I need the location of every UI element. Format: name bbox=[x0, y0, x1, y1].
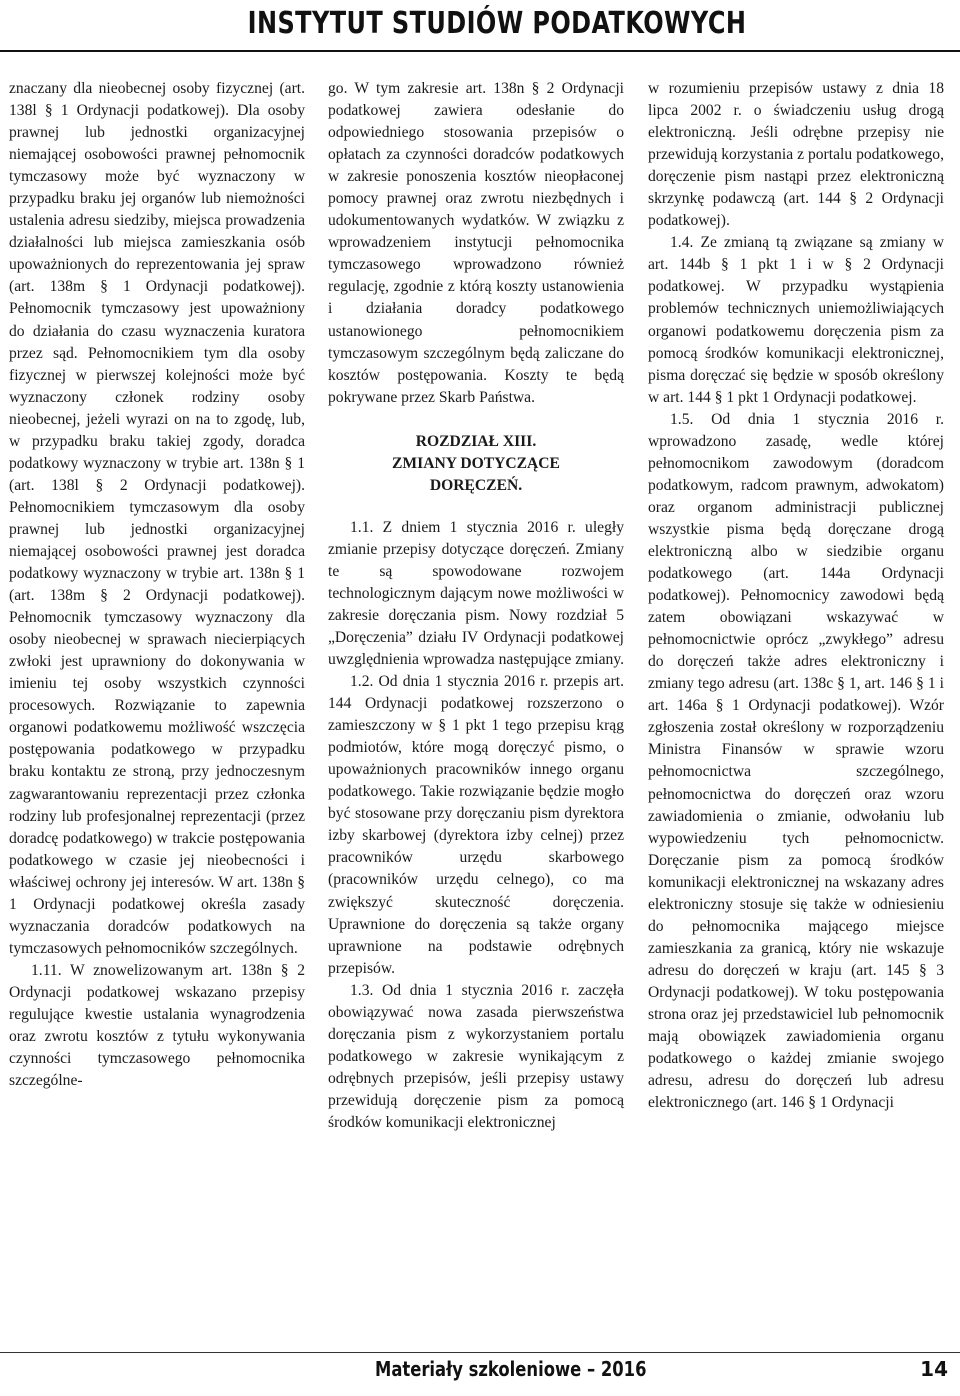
text-column-2 bbox=[328, 78, 624, 1134]
paragraph: 1.5. Od dnia 1 stycznia 2016 r. wprowadzono zasadę, wedle której pełnomocnikom zawodowym (doradcom podatkowym, radcom prawnym, adwokatom) oraz organom administracji publicznej wszystkie pisma będą doręczane drogą elektroniczną albo w siedzibie organu podatkowego (art. 144a Ordynacji podatkowej). Pełnomocnicy zawodowi będą zatem obowiązani wskazywać w pełnomocnictwie oprócz „zwykłego” adresu do doręczeń także adres elektroniczny i zmiany tego adresu (art. 138c § 1, art. 146 § 1 i art. 146a § 1 Ordynacji podatkowej). Wzór zgłoszenia został określony w rozporządzeniu Ministra Finansów w sprawie wzoru pełnomocnictwa szczególnego, pełnomocnictwa do doręczeń oraz wzoru zawiadomienia o zmianie, odwołaniu lub wypowiedzeniu tych pełnomocnictw. Doręczanie pism za pomocą środków komunikacji elektronicznej na wskazany adres elektroniczny stosuje się także w odniesieniu do pełnomocnika mającego miejsce zamieszkania za granicą, który nie wskazuje adresu do doręczeń w kraju (art. 145 § 3 Ordynacji podatkowej). W toku postępowania strona oraz jej przedstawiciel lub pełnomocnik mają obowiązek zawiadomienia organu podatkowego o każdej zmianie swojego adresu, adresu do doręczeń lub adresu elektronicznego (art. 146 § 1 Ordynacji bbox=[648, 410, 944, 1112]
page-number: 14 bbox=[920, 1357, 948, 1381]
footer-divider bbox=[0, 1352, 960, 1353]
paragraph: 1.2. Od dnia 1 stycznia 2016 r. przepis art. 144 Ordynacji podatkowej rozszerzono o zamieszczony w § 1 pkt 1 tego przepisu krąg podmiotów, które mogą doręczyć pismo, o upoważnionych pracowników innego organu podatkowego. Takie rozwiązanie będzie mogło być stosowane przy doręczaniu pism dyrektora izby skarbowej (dyrektora izby celnej) przez pracowników urzędu skarbowego (pracowników urzędu celnego), co ma zwiększyć skuteczność doręczenia. Uprawnione do doręczenia są także organy uprawnione na podstawie odrębnych przepisów. bbox=[328, 673, 624, 977]
chapter-heading-line: DORĘCZEŃ. bbox=[429, 476, 523, 494]
chapter-heading-line: ROZDZIAŁ XIII. bbox=[415, 432, 537, 450]
text-column-1 bbox=[9, 78, 305, 1092]
header-divider bbox=[0, 50, 960, 52]
chapter-heading-line: ZMIANY DOTYCZĄCE bbox=[392, 454, 560, 472]
paragraph: go. W tym zakresie art. 138n § 2 Ordynacji podatkowej zawiera odesłanie do odpowiedniego stosowania przepisów o opłatach za czynności doradców podatkowych w zakresie ponoszenia kosztów nieopłaconej pomocy prawnej oraz zwrotu niezbędnych i udokumentowanych wydatków. W związku z wprowadzeniem instytucji pełnomocnika tymczasowego wprowadzono również regulację, zgodnie z którą koszty ustanowienia i działania doradcy podatkowego ustanowionego pełnomocnikiem tymczasowym szczególnym będą zaliczane do kosztów postępowania. Koszty te będą pokrywane przez Skarb Państwa. bbox=[328, 80, 624, 406]
page-header-title: INSTYTUT STUDIÓW PODATKOWYCH bbox=[247, 6, 746, 41]
paragraph: w rozumieniu przepisów ustawy z dnia 18 lipca 2002 r. o świadczeniu usług drogą elektroniczną. Jeśli odrębne przepisy nie przewidują korzystania z portalu podatkowego, doręczenie pism nastąpi przez elektroniczną skrzynkę podawczą (art. 144 § 2 Ordynacji podatkowej). bbox=[648, 80, 944, 230]
paragraph: 1.1. Z dniem 1 stycznia 2016 r. uległy zmianie przepisy dotyczące doręczeń. Zmiany te są spowodowane rozwojem technologicznym dającym nowe możliwości w zakresie doręczania pism. Nowy rozdział 5 „Doręczenia” działu IV Ordynacji podatkowej uwzględnienia wprowadza następujące zmiany. bbox=[328, 518, 625, 668]
chapter-heading bbox=[328, 431, 624, 497]
paragraph: 1.3. Od dnia 1 stycznia 2016 r. zaczęła obowiązywać nowa zasada pierwszeństwa doręczania pism z wykorzystaniem portalu podatkowego w zakresie wynikającym z odrębnych przepisów, jeśli przepisy ustawy przewidują doręczenie pism za pomocą środków komunikacji elektronicznej bbox=[328, 981, 624, 1131]
paragraph: znaczany dla nieobecnej osoby fizycznej (art. 138l § 1 Ordynacji podatkowej). Dla osoby prawnej lub jednostki organizacyjnej niemającej osobowości prawnej pełnomocnik tymczasowy może być wyznaczony w przypadku braku jej organów lub niemożności ustalenia adresu siedziby, miejsca prowadzenia działalności lub miejsca zamieszkania osób upoważnionych do reprezentowania jej spraw (art. 138m § 1 Ordynacji podatkowej). Pełnomocnik tymczasowy jest upoważniony do działania do czasu wyznaczenia kuratora przez sąd. Pełnomocnikiem tym dla osoby fizycznej w pierwszej kolejności może być wyznaczony członek rodziny osoby nieobecnej, jeżeli wyrazi on na to zgodę, lub, w przypadku braku takiej zgody, doradca podatkowy wyznaczony w trybie art. 138n § 1 (art. 138l § 2 Ordynacji podatkowej). Pełnomocnikiem tymczasowym dla osoby prawnej lub jednostki organizacyjnej niemającej osobowości prawnej jest doradca podatkowy wyznaczony w trybie art. 138n § 1 (art. 138m § 2 Ordynacji podatkowej). Pełnomocnik tymczasowy wyznaczony dla osoby nieobecnej w sprawach niecierpiących zwłoki jest uprawniony do dokonywania w imieniu tej osoby wszystkich czynności procesowych. Rozwiązanie to zapewnia organowi podatkowemu możliwość wszczęcia postępowania podatkowego w przypadku braku kontaktu ze stroną, przy jednoczesnym zagwarantowaniu reprezentacji przez członka rodziny lub profesjonalnej reprezentacji (przez doradcę podatkowego) w trakcie postępowania podatkowego w czasie jej nieobecności i właściwej ochrony jej interesów. W art. 138n § 1 Ordynacji podatkowej określa zasady wyznaczania doradców podatkowych na tymczasowych pełnomocników szczególnych. bbox=[9, 80, 305, 957]
paragraph: 1.4. Ze zmianą tą związane są zmiany w art. 144b § 1 pkt 1 i w § 2 Ordynacji podatkowej. W przypadku wystąpienia problemów technicznych uniemożliwiających organowi podatkowemu doręczenia pism za pomocą środków komunikacji elektronicznej, pisma doręczać się będzie w sposób określony w art. 144 § 1 pkt 1 Ordynacji podatkowej. bbox=[648, 234, 944, 406]
text-column-3 bbox=[648, 78, 944, 1114]
paragraph: 1.11. W znowelizowanym art. 138n § 2 Ordynacji podatkowej wskazano przepisy regulujące kwestie ustalania wynagrodzenia oraz zwrotu kosztów z tytułu wykonywania czynności tymczasowego pełnomocnika szczególne- bbox=[9, 961, 305, 1090]
footer-title: Materiały szkoleniowe – 2016 bbox=[375, 1357, 647, 1381]
